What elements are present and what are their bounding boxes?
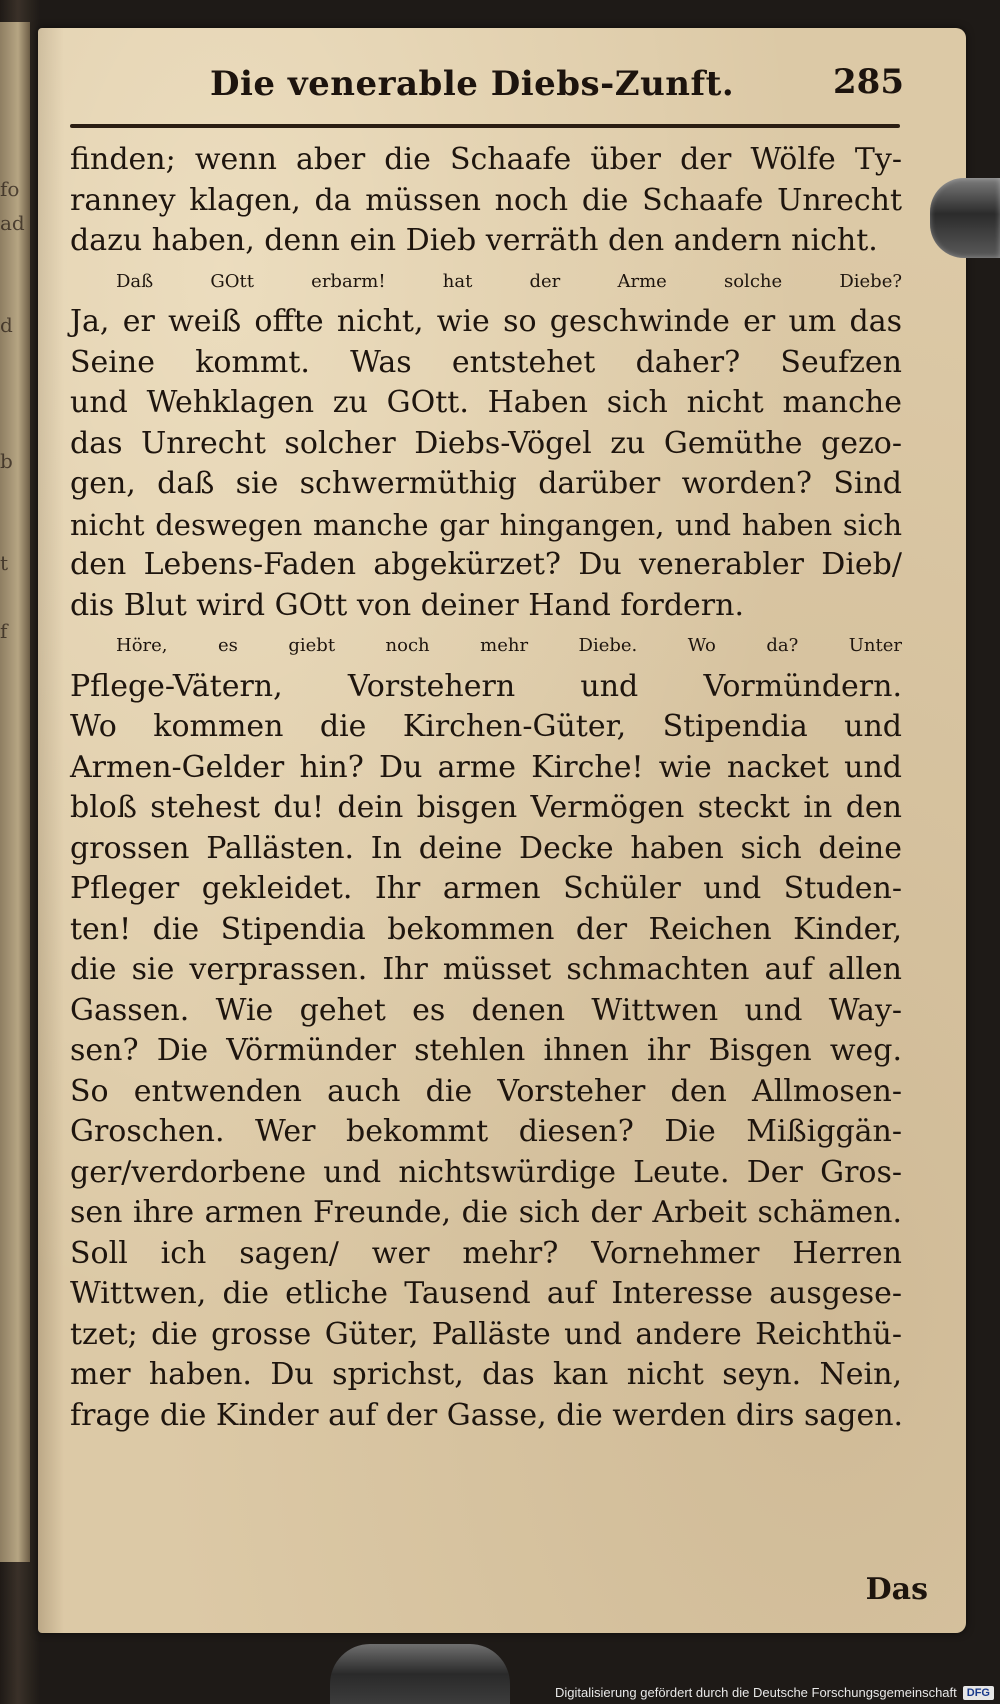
text-line: Pflege-Vätern, Vorstehern und Vormündern. — [70, 668, 902, 704]
page-clip-bottom — [330, 1644, 510, 1704]
page-header — [70, 58, 910, 116]
text-line: gen, daß sie schwermüthig darüber worden? Sind — [70, 466, 902, 501]
text-line: Pfleger gekleidet. Ihr armen Schüler und Studen- — [70, 871, 902, 906]
page-clip-right — [930, 178, 1000, 258]
text-line: nicht deswegen manche gar hingangen, und haben sich — [70, 507, 902, 542]
text-line: mer haben. Du sprichst, das kan nicht seyn. Nein, — [70, 1357, 902, 1392]
text-line: und Wehklagen zu GOtt. Haben sich nicht manche — [70, 385, 902, 420]
digitization-credit — [555, 1685, 994, 1700]
text-line: sen? Die Vörmünder stehlen ihnen ihr Bisgen weg. — [70, 1033, 902, 1068]
text-line: ranney klagen, da müssen noch die Schaafe Unrecht — [70, 182, 902, 218]
text-line: ten! die Stipendia bekommen der Reichen Kinder, — [70, 911, 902, 947]
text-line: tzet; die grosse Güter, Palläste und andere Reichthü- — [70, 1316, 902, 1352]
dfg-logo-icon: DFG — [963, 1686, 994, 1700]
page-number: 285 — [833, 62, 904, 102]
text-line: Ja, er weiß offte nicht, wie so geschwinde er um das — [70, 304, 902, 339]
text-line: grossen Pallästen. In deine Decke haben sich deine — [70, 830, 902, 866]
header-rule — [70, 124, 900, 128]
running-title: Die venerable Diebs-Zunft. — [210, 64, 735, 104]
adjacent-page-edge — [0, 22, 30, 1562]
text-line: Armen-Gelder hin? Du arme Kirche! wie nacket und — [70, 749, 902, 785]
text-line: frage die Kinder auf der Gasse, die werden dirs sagen. — [70, 1397, 904, 1433]
text-line: Soll ich sagen/ wer mehr? Vornehmer Herren — [70, 1235, 902, 1271]
adjacent-page-text: fo ad d b t f — [0, 177, 25, 643]
text-line: sen ihre armen Freunde, die sich der Arbeit schämen. — [70, 1195, 902, 1230]
text-line: Wo kommen die Kirchen-Güter, Stipendia und — [70, 709, 902, 744]
text-line: Seine kommt. Was entstehet daher? Seufzen — [70, 344, 902, 380]
text-line: bloß stehest du! dein bisgen Vermögen steckt in den — [70, 790, 902, 825]
text-line: den Lebens-Faden abgekürzet? Du venerabler Dieb/ — [70, 547, 902, 582]
text-line: Groschen. Wer bekommt diesen? Die Mißiggän- — [70, 1114, 902, 1149]
text-line: Gassen. Wie gehet es denen Wittwen und Way- — [70, 992, 902, 1028]
body-text — [70, 140, 902, 1436]
text-line: So entwenden auch die Vorsteher den Allmosen- — [70, 1073, 902, 1109]
credit-text: Digitalisierung gefördert durch die Deutsche Forschungsgemeinschaft — [554, 1685, 957, 1700]
text-line: finden; wenn aber die Schaafe über der Wölfe Ty- — [70, 142, 902, 177]
text-line: dis Blut wird GOtt von deiner Hand fordern. — [70, 587, 744, 623]
text-line: Daß GOtt erbarm! hat der Arme solche Diebe? — [116, 270, 902, 292]
text-line: ger/verdorbene und nichtswürdige Leute. Der Gros- — [70, 1154, 902, 1190]
text-line: Höre, es giebt noch mehr Diebe. Wo da? Unter — [116, 635, 902, 656]
catchword: Das — [865, 1572, 928, 1607]
text-line: das Unrecht solcher Diebs-Vögel zu Gemüthe gezo- — [70, 425, 902, 461]
text-line: die sie verprassen. Ihr müsset schmachten auf allen — [70, 952, 902, 987]
text-line: Wittwen, die etliche Tausend auf Interesse ausgese- — [70, 1276, 902, 1311]
text-line: dazu haben, denn ein Dieb verräth den andern nicht. — [70, 223, 878, 258]
